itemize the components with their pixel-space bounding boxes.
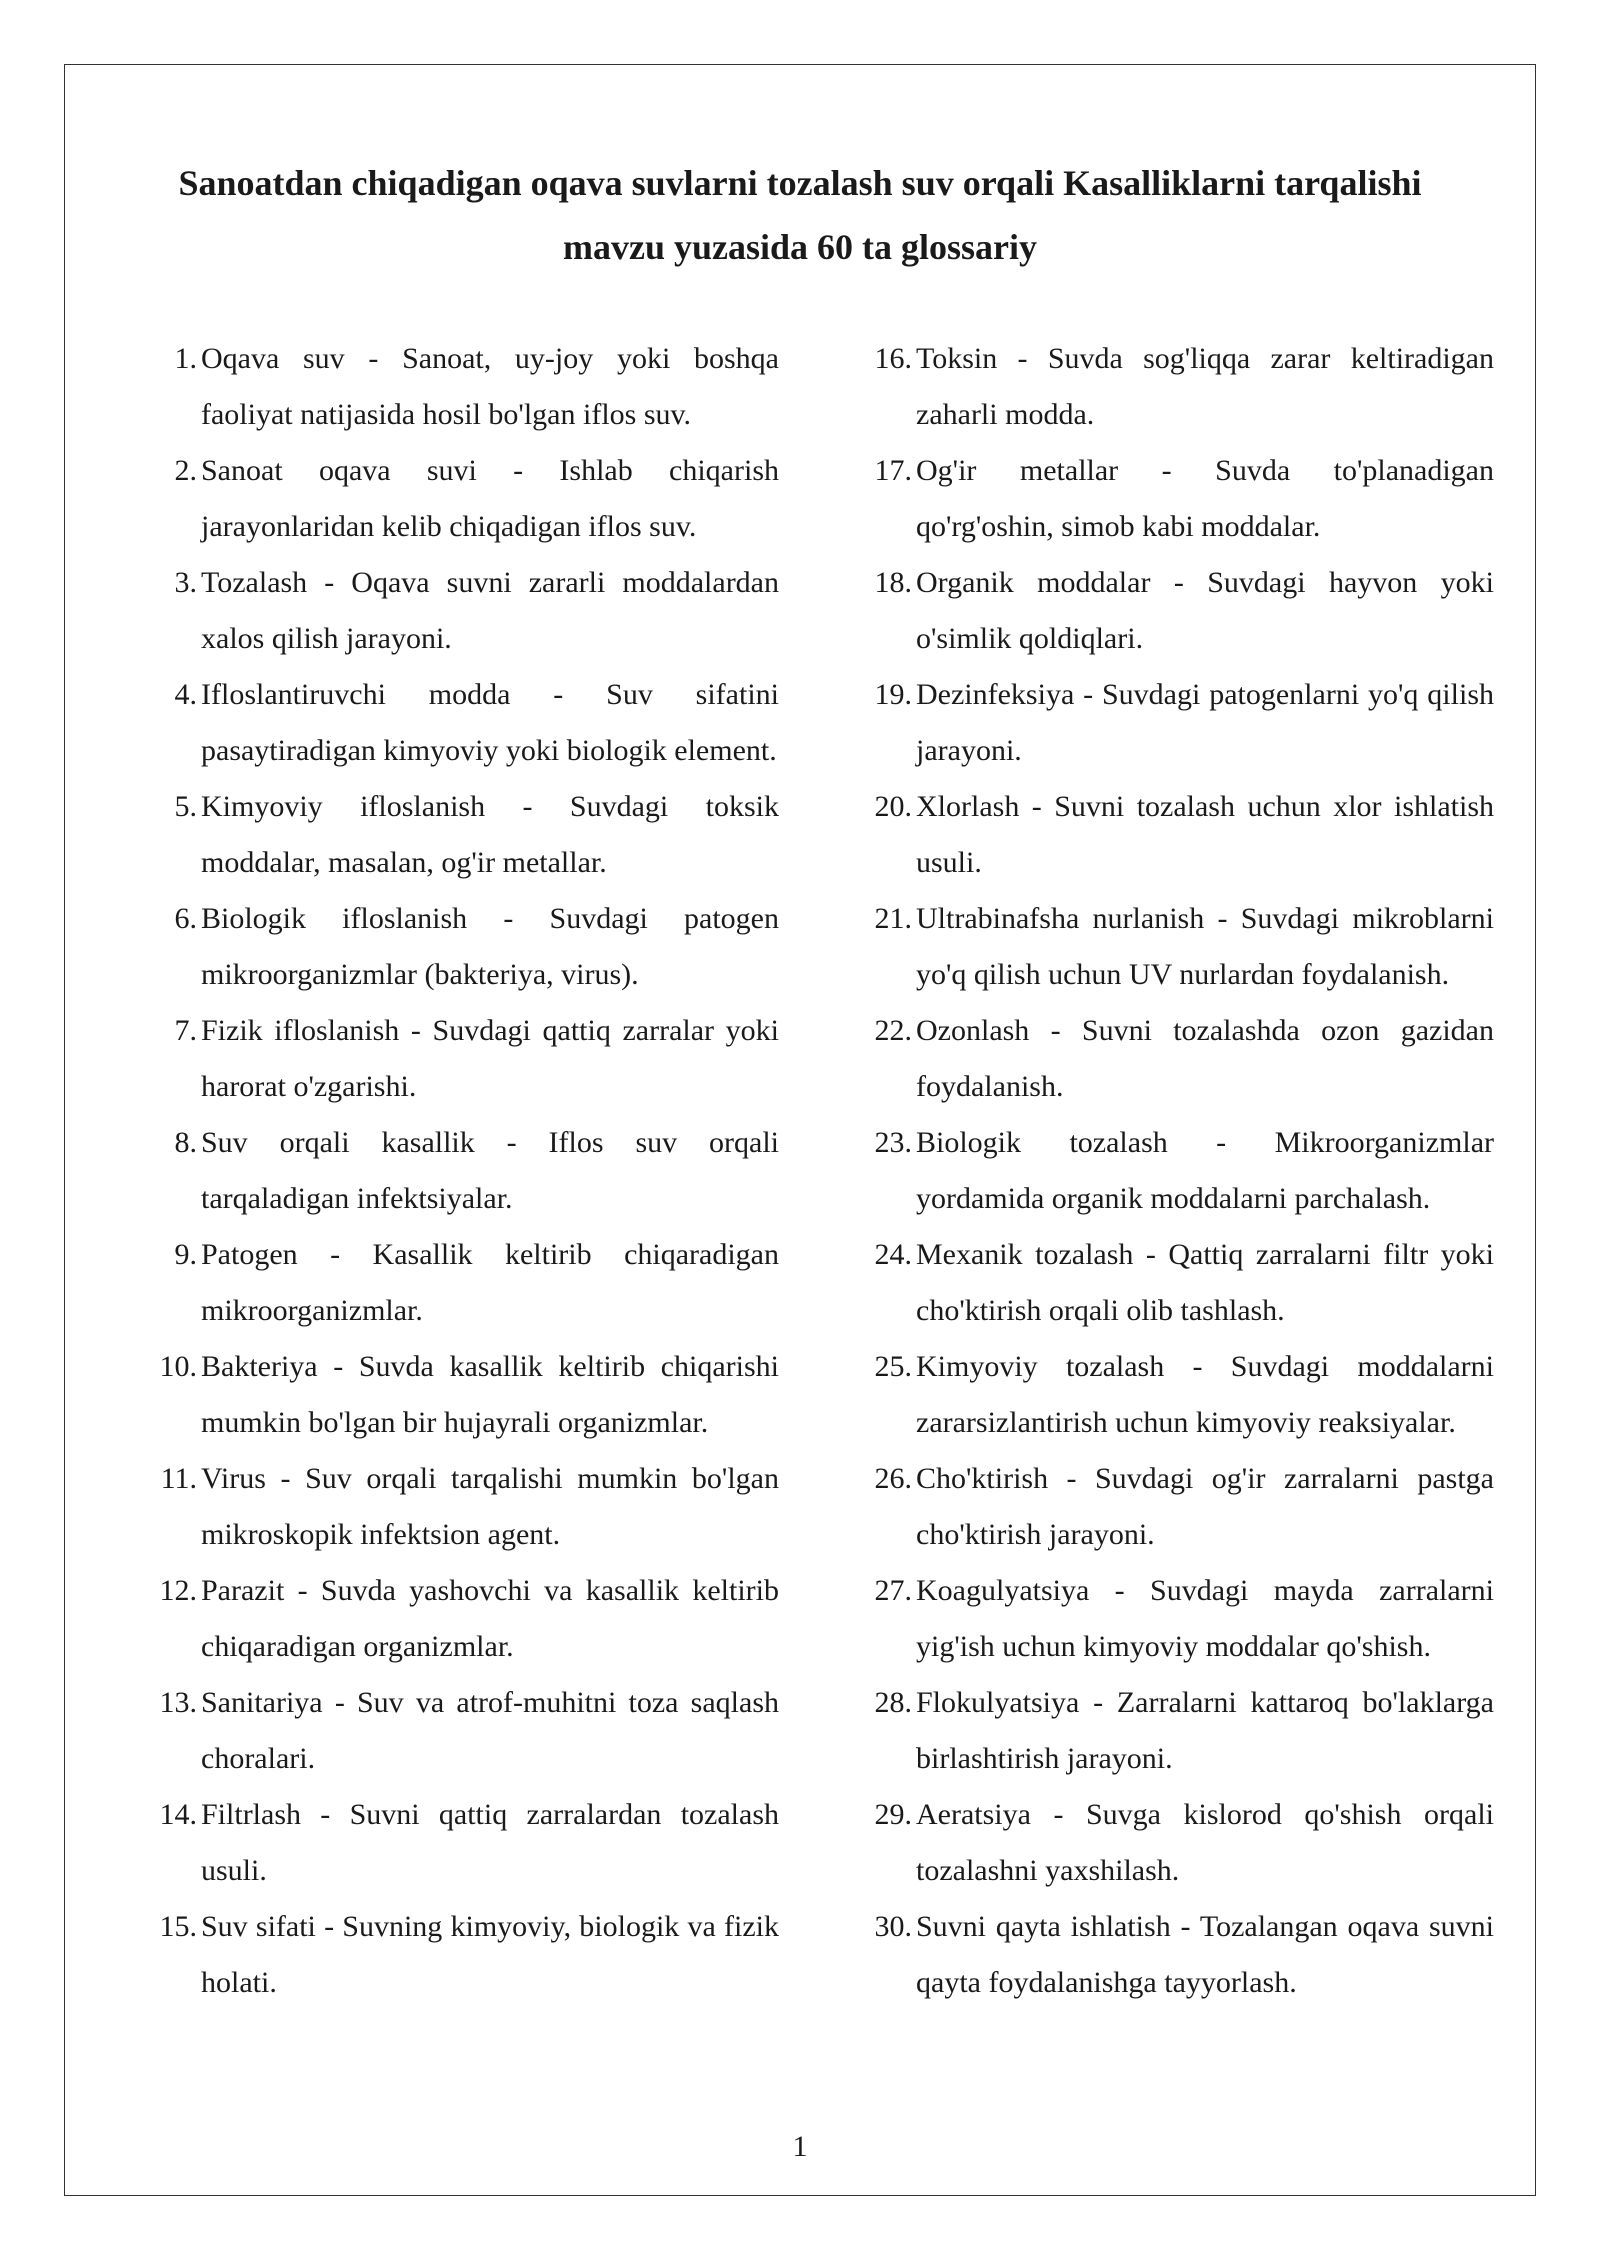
glossary-item-number: 17.	[874, 454, 912, 487]
glossary-right-column	[866, 331, 1494, 2011]
glossary-item-text: Bakteriya - Suvda kasallik keltirib chiqarishi mumkin bo'lgan bir hujayrali organizmlar.	[201, 1350, 779, 1439]
glossary-item	[866, 1003, 1494, 1115]
glossary-item-text: Organik moddalar - Suvdagi hayvon yoki o'simlik qoldiqlari.	[916, 566, 1494, 655]
glossary-item-text: Kimyoviy tozalash - Suvdagi moddalarni zararsizlantirish uchun kimyoviy reaksiyalar.	[916, 1350, 1494, 1439]
glossary-item-number: 8.	[174, 1126, 197, 1159]
glossary-item	[866, 1899, 1494, 2011]
glossary-item-text: Patogen - Kasallik keltirib chiqaradigan mikroorganizmlar.	[201, 1238, 779, 1327]
glossary-item	[151, 891, 779, 1003]
glossary-item-text: Ifloslantiruvchi modda - Suv sifatini pasaytiradigan kimyoviy yoki biologik element.	[201, 678, 779, 767]
glossary-item-text: Oqava suv - Sanoat, uy-joy yoki boshqa faoliyat natijasida hosil bo'lgan iflos suv.	[201, 342, 779, 431]
glossary-item-text: Og'ir metallar - Suvda to'planadigan qo'rg'oshin, simob kabi moddalar.	[916, 454, 1494, 543]
page-number: 1	[792, 2130, 808, 2163]
glossary-item-text: Biologik tozalash - Mikroorganizmlar yordamida organik moddalarni parchalash.	[916, 1126, 1494, 1215]
glossary-item-number: 15.	[159, 1910, 197, 1943]
glossary-item-text: Suv sifati - Suvning kimyoviy, biologik va fizik holati.	[201, 1910, 779, 1999]
glossary-item-number: 27.	[874, 1574, 912, 1607]
glossary-item	[151, 1675, 779, 1787]
glossary-item-number: 3.	[174, 566, 197, 599]
glossary-item-number: 24.	[874, 1238, 912, 1271]
glossary-item	[866, 443, 1494, 555]
glossary-item-number: 22.	[874, 1014, 912, 1047]
glossary-item-text: Flokulyatsiya - Zarralarni kattaroq bo'laklarga birlashtirish jarayoni.	[916, 1686, 1494, 1775]
title-line-2: mavzu yuzasida 60 ta glossariy	[562, 227, 1037, 267]
glossary-item-number: 21.	[874, 902, 912, 935]
glossary-item-number: 7.	[174, 1014, 197, 1047]
glossary-item	[866, 1451, 1494, 1563]
glossary-item	[151, 1563, 779, 1675]
glossary-item-text: Fizik ifloslanish - Suvdagi qattiq zarralar yoki harorat o'zgarishi.	[201, 1014, 779, 1103]
glossary-item	[866, 1675, 1494, 1787]
glossary-item	[151, 1899, 779, 2011]
glossary-item	[866, 779, 1494, 891]
glossary-item	[151, 1227, 779, 1339]
glossary-item	[151, 779, 779, 891]
glossary-item	[151, 667, 779, 779]
glossary-item-text: Ozonlash - Suvni tozalashda ozon gazidan foydalanish.	[916, 1014, 1494, 1103]
glossary-item-number: 5.	[174, 790, 197, 823]
glossary-item-number: 20.	[874, 790, 912, 823]
glossary-item-number: 29.	[874, 1798, 912, 1831]
glossary-item	[151, 1787, 779, 1899]
glossary-item	[151, 443, 779, 555]
glossary-item	[866, 331, 1494, 443]
glossary-item	[866, 555, 1494, 667]
glossary-item	[151, 1003, 779, 1115]
glossary-item-text: Ultrabinafsha nurlanish - Suvdagi mikroblarni yo'q qilish uchun UV nurlardan foydalanish.	[916, 902, 1494, 991]
glossary-item-text: Biologik ifloslanish - Suvdagi patogen mikroorganizmlar (bakteriya, virus).	[201, 902, 779, 991]
document-page	[64, 64, 1536, 2196]
glossary-item-number: 14.	[159, 1798, 197, 1831]
glossary-item	[151, 1451, 779, 1563]
glossary-item-number: 16.	[874, 342, 912, 375]
glossary-item-number: 23.	[874, 1126, 912, 1159]
glossary-item	[151, 555, 779, 667]
glossary-item-text: Cho'ktirish - Suvdagi og'ir zarralarni pastga cho'ktirish jarayoni.	[916, 1462, 1494, 1551]
glossary-item-text: Koagulyatsiya - Suvdagi mayda zarralarni yig'ish uchun kimyoviy moddalar qo'shish.	[916, 1574, 1494, 1663]
glossary-item-text: Parazit - Suvda yashovchi va kasallik keltirib chiqaradigan organizmlar.	[201, 1574, 779, 1663]
glossary-item-text: Tozalash - Oqava suvni zararli moddalardan xalos qilish jarayoni.	[201, 566, 779, 655]
glossary-item-text: Sanoat oqava suvi - Ishlab chiqarish jarayonlaridan kelib chiqadigan iflos suv.	[201, 454, 779, 543]
glossary-item-text: Filtrlash - Suvni qattiq zarralardan tozalash usuli.	[201, 1798, 779, 1887]
glossary-item-number: 18.	[874, 566, 912, 599]
glossary-item	[151, 1115, 779, 1227]
glossary-item-number: 2.	[174, 454, 197, 487]
glossary-item	[866, 1787, 1494, 1899]
glossary-item	[866, 1563, 1494, 1675]
glossary-item-number: 30.	[874, 1910, 912, 1943]
document-title	[65, 151, 1535, 279]
glossary-item-number: 25.	[874, 1350, 912, 1383]
glossary-item-number: 28.	[874, 1686, 912, 1719]
glossary-item	[151, 1339, 779, 1451]
glossary-item-number: 6.	[174, 902, 197, 935]
glossary-item-number: 10.	[159, 1350, 197, 1383]
glossary-item	[151, 331, 779, 443]
glossary-item	[866, 891, 1494, 1003]
glossary-item-number: 1.	[174, 342, 197, 375]
glossary-item-text: Toksin - Suvda sog'liqqa zarar keltiradigan zaharli modda.	[916, 342, 1494, 431]
glossary-item-text: Mexanik tozalash - Qattiq zarralarni filtr yoki cho'ktirish orqali olib tashlash.	[916, 1238, 1494, 1327]
glossary-item-number: 26.	[874, 1462, 912, 1495]
glossary-item-text: Kimyoviy ifloslanish - Suvdagi toksik moddalar, masalan, og'ir metallar.	[201, 790, 779, 879]
glossary-item-text: Dezinfeksiya - Suvdagi patogenlarni yo'q qilish jarayoni.	[916, 678, 1494, 767]
glossary-item-number: 4.	[174, 678, 197, 711]
glossary-item-text: Aeratsiya - Suvga kislorod qo'shish orqali tozalashni yaxshilash.	[916, 1798, 1494, 1887]
glossary-item-text: Virus - Suv orqali tarqalishi mumkin bo'lgan mikroskopik infektsion agent.	[201, 1462, 779, 1551]
glossary-item-number: 19.	[874, 678, 912, 711]
glossary-item-text: Suvni qayta ishlatish - Tozalangan oqava suvni qayta foydalanishga tayyorlash.	[916, 1910, 1494, 1999]
glossary-left-column	[151, 331, 779, 2011]
glossary-item-text: Xlorlash - Suvni tozalash uchun xlor ishlatish usuli.	[916, 790, 1494, 879]
glossary-item-number: 11.	[160, 1462, 197, 1495]
glossary-item-number: 13.	[159, 1686, 197, 1719]
glossary-item	[866, 667, 1494, 779]
glossary-item	[866, 1339, 1494, 1451]
glossary-item-number: 12.	[159, 1574, 197, 1607]
title-line-1: Sanoatdan chiqadigan oqava suvlarni tozalash suv orqali Kasalliklarni tarqalishi	[178, 163, 1422, 203]
glossary-item	[866, 1115, 1494, 1227]
glossary-item-number: 9.	[174, 1238, 197, 1271]
glossary-item-text: Suv orqali kasallik - Iflos suv orqali tarqaladigan infektsiyalar.	[201, 1126, 779, 1215]
glossary-item-text: Sanitariya - Suv va atrof-muhitni toza saqlash choralari.	[201, 1686, 779, 1775]
glossary-item	[866, 1227, 1494, 1339]
